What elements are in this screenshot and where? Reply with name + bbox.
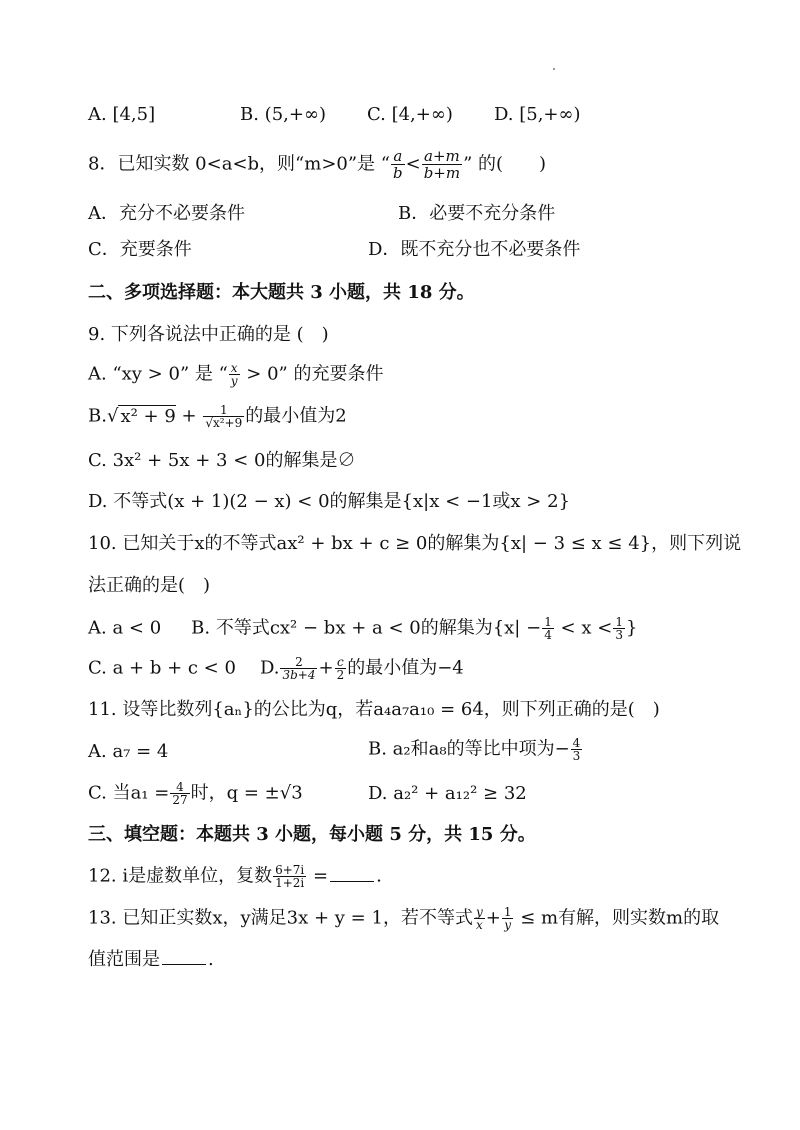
q12-answer-blank[interactable]	[330, 865, 374, 882]
q8-prefix: 8．已知实数 0<a<b，则“m>0”是 “	[88, 153, 390, 175]
q11-option-d: D. a₂² + a₁₂² ≥ 32	[368, 783, 527, 804]
q8-option-c: C．充要条件	[88, 239, 192, 260]
q9-option-a	[88, 362, 383, 387]
q9-b-post: 的最小值为2	[245, 405, 347, 427]
q12-post: =	[307, 865, 329, 887]
q12-end: .	[376, 865, 382, 887]
q10-b-d1: 4	[544, 628, 552, 642]
q8-frac-bm: b+m	[423, 164, 461, 182]
q10-b-frac1	[542, 616, 554, 641]
q9-b-num: 1	[203, 404, 244, 417]
q9-a-num: x	[230, 361, 238, 375]
q9-b-plus: +	[175, 405, 203, 427]
q9-option-b	[88, 404, 347, 429]
q13-frac1	[474, 906, 485, 931]
q9-b-pre: B.	[88, 405, 107, 427]
q11-stem: 11. 设等比数列{aₙ}的公比为q，若a₄a₇a₁₀ = 64，则下列正确的是( )	[88, 699, 660, 720]
q10-d-d1: 3b+4	[282, 668, 316, 682]
q8-option-a: A．充分不必要条件	[88, 203, 245, 224]
q9-a-post: > 0” 的充要条件	[240, 363, 384, 385]
q13-end: .	[208, 949, 214, 970]
q7-option-a: A. [4,5]	[88, 104, 156, 125]
q11-option-b	[368, 737, 583, 762]
q10-option-c: C. a + b + c < 0	[88, 657, 236, 679]
q12-stem	[88, 864, 382, 889]
q13-plus: +	[485, 907, 501, 929]
q13-d1: x	[475, 918, 483, 932]
q8-stem	[88, 148, 546, 181]
q8-frac-b: b	[392, 164, 403, 182]
q10-b-frac2	[613, 616, 625, 641]
q7-option-d: D. [5,+∞)	[494, 104, 581, 125]
q9-option-c: C. 3x² + 5x + 3 < 0的解集是∅	[88, 450, 356, 471]
q13-line2-text: 值范围是	[88, 949, 160, 970]
q10-b-n2: 1	[615, 615, 623, 629]
q10-stem-line1: 10. 已知关于x的不等式ax² + bx + c ≥ 0的解集为{x| − 3 ≤ x ≤ 4}，则下列说	[88, 533, 742, 554]
q12-frac	[273, 864, 306, 889]
q8-lt: <	[405, 153, 421, 175]
q9-option-d: D. 不等式(x + 1)(2 − x) < 0的解集是{x|x < −1或x > 2}	[88, 491, 571, 512]
q12-den: 1+2i	[275, 876, 305, 890]
q9-b-frac	[203, 404, 244, 429]
q7-option-c: C. [4,+∞)	[367, 104, 453, 125]
q8-frac-am-bm	[422, 148, 462, 181]
section-2-heading: 二、多项选择题：本大题共 3 小题，共 18 分。	[88, 282, 475, 303]
q13-n1: y	[475, 905, 483, 919]
q11-option-c	[88, 781, 303, 806]
q10-b-post: }	[625, 617, 638, 639]
q7-option-b: B. (5,+∞)	[240, 104, 326, 125]
q10-d-d2: 2	[336, 668, 345, 682]
q8-frac-a: a	[391, 148, 405, 165]
q10-b-pre: B. 不等式cx² − bx + a < 0的解集为{x| −	[191, 617, 542, 639]
q11-c-post: 时，q = ±√3	[190, 782, 303, 804]
q13-stem-line1	[88, 906, 719, 931]
q13-stem-line2	[88, 948, 214, 972]
q9-b-den: √x²+9	[205, 416, 243, 430]
q11-b-frac	[571, 737, 583, 762]
q11-b-num: 4	[572, 736, 581, 750]
q12-pre: 12. i是虚数单位，复数	[88, 865, 273, 887]
q11-c-num: 4	[170, 781, 189, 794]
sqrt-sign-icon: √	[106, 405, 119, 427]
q9-a-pre: A. “xy > 0” 是 “	[88, 363, 228, 385]
q12-num: 6+7i	[275, 863, 305, 877]
q13-frac2	[502, 906, 514, 931]
q11-c-frac	[170, 781, 189, 806]
q10-d-pre: D.	[259, 657, 280, 679]
section-3-heading: 三、填空题：本题共 3 小题，每小题 5 分，共 15 分。	[88, 824, 536, 845]
q10-options-ab	[88, 616, 637, 641]
q8-option-d: D．既不充分也不必要条件	[368, 239, 581, 260]
q10-d-frac2	[335, 656, 347, 681]
q9-b-sqrt: x² + 9	[120, 405, 176, 427]
q13-answer-blank[interactable]	[162, 948, 206, 965]
q11-b-pre: B. a₂和a₈的等比中项为−	[368, 738, 570, 760]
q8-suffix: ” 的( )	[463, 153, 547, 175]
q10-b-mid: < x <	[554, 617, 613, 639]
q9-a-den: y	[230, 374, 238, 388]
q10-d-frac1	[280, 656, 317, 681]
q11-b-den: 3	[572, 749, 581, 763]
q13-d2: y	[504, 918, 512, 932]
q10-d-n1: 2	[280, 656, 317, 669]
q10-b-d2: 3	[615, 628, 623, 642]
q10-options-cd	[88, 656, 464, 681]
scan-speck	[553, 68, 555, 70]
q10-b-n1: 1	[544, 615, 552, 629]
q13-post: ≤ m有解，则实数m的取	[514, 907, 720, 929]
q10-stem-line2: 法正确的是( )	[88, 575, 211, 596]
q8-option-b: B．必要不充分条件	[398, 203, 556, 224]
q8-frac-am: a+m	[422, 148, 462, 165]
q9-stem: 9. 下列各说法中正确的是 ( )	[88, 324, 329, 345]
q11-c-den: 27	[172, 793, 188, 807]
q10-d-plus: +	[318, 657, 334, 679]
q9-a-frac	[229, 362, 240, 387]
q10-d-n2: c	[335, 656, 347, 669]
q13-n2: 1	[503, 905, 512, 919]
q11-option-a: A. a₇ = 4	[88, 741, 169, 762]
q13-pre: 13. 已知正实数x，y满足3x + y = 1，若不等式	[88, 907, 473, 929]
q11-c-pre: C. 当a₁ =	[88, 782, 170, 804]
q8-frac-a-b	[391, 148, 405, 181]
q10-d-post: 的最小值为−4	[347, 657, 464, 679]
q10-option-a: A. a < 0	[88, 617, 162, 639]
